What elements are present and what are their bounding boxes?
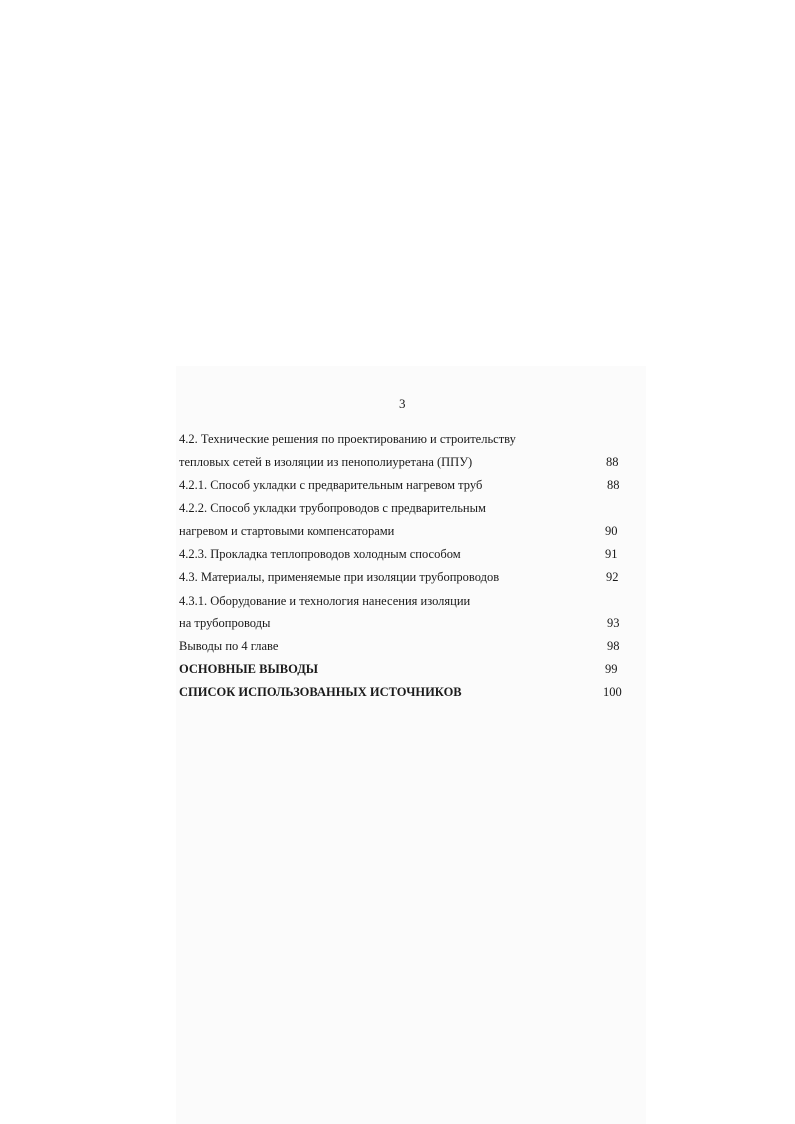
toc-entry-text: ОСНОВНЫЕ ВЫВОДЫ [179,662,319,676]
toc-entry-text: 4.2.1. Способ укладки с предварительным нагревом труб [179,478,483,492]
toc-entry-text: Выводы по 4 главе [179,639,279,653]
toc-entry-page: 90 [605,524,618,538]
toc-entry-page: 91 [605,547,618,561]
toc-entry-page: 98 [607,639,620,653]
toc-entry-page: 88 [607,478,620,492]
toc-entry-text: 4.3. Материалы, применяемые при изоляции трубопроводов [179,570,500,584]
toc-entry-text: тепловых сетей в изоляции из пенополиуретана (ППУ) [179,455,473,469]
toc-entry-text: 4.3.1. Оборудование и технология нанесения изоляции [179,594,471,608]
toc-entry-page: 93 [607,616,620,630]
toc-entry-text: нагревом и стартовыми компенсаторами [179,524,395,538]
page-number: 3 [399,396,406,411]
toc-entry-text: СПИСОК ИСПОЛЬЗОВАННЫХ ИСТОЧНИКОВ [179,685,462,699]
toc-entry-page: 100 [603,685,622,699]
toc-entry-page: 92 [606,570,619,584]
toc-entry-text: 4.2.2. Способ укладки трубопроводов с предварительным [179,501,486,515]
toc-entry-text: 4.2. Технические решения по проектированию и строительству [179,432,516,446]
toc-entry-text: на трубопроводы [179,616,271,630]
toc-entry-page: 99 [605,662,618,676]
toc-entry-text: 4.2.3. Прокладка теплопроводов холодным способом [179,547,461,561]
toc-entry-page: 88 [606,455,619,469]
